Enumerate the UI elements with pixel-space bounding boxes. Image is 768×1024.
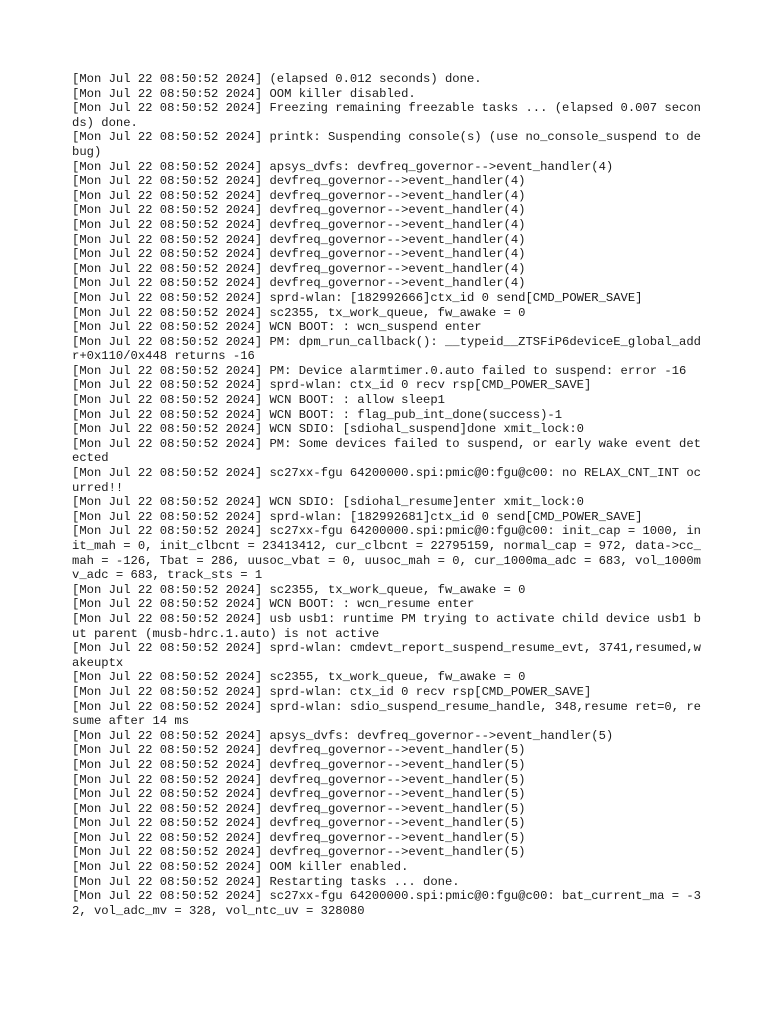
log-line: [Mon Jul 22 08:50:52 2024] Restarting tasks ... done.: [72, 874, 460, 889]
log-line: [Mon Jul 22 08:50:52 2024] printk: Suspending console(s) (use no_console_suspend to debug): [72, 130, 701, 159]
log-line: [Mon Jul 22 08:50:52 2024] PM: Device alarmtimer.0.auto failed to suspend: error -16: [72, 363, 687, 378]
log-line: [Mon Jul 22 08:50:52 2024] sc27xx-fgu 64200000.spi:pmic@0:fgu@c00: no RELAX_CNT_INT ocurred!!: [72, 466, 701, 495]
log-line: [Mon Jul 22 08:50:52 2024] devfreq_governor-->event_handler(5): [72, 816, 526, 831]
log-line: [Mon Jul 22 08:50:52 2024] devfreq_governor-->event_handler(5): [72, 772, 526, 787]
log-line: [Mon Jul 22 08:50:52 2024] sc27xx-fgu 64200000.spi:pmic@0:fgu@c00: bat_current_ma = -32, vol_adc_mv = 328, vol_ntc_uv = 328080: [72, 889, 701, 918]
log-line: [Mon Jul 22 08:50:52 2024] sc2355, tx_work_queue, fw_awake = 0: [72, 670, 526, 685]
log-line: [Mon Jul 22 08:50:52 2024] devfreq_governor-->event_handler(4): [72, 203, 526, 218]
log-line: [Mon Jul 22 08:50:52 2024] devfreq_governor-->event_handler(5): [72, 801, 526, 816]
log-line: [Mon Jul 22 08:50:52 2024] devfreq_governor-->event_handler(5): [72, 743, 526, 758]
log-line: [Mon Jul 22 08:50:52 2024] usb usb1: runtime PM trying to activate child device usb1 but parent (musb-hdrc.1.auto) is not active: [72, 611, 701, 641]
log-line: [Mon Jul 22 08:50:52 2024] WCN SDIO: [sdiohal_resume]enter xmit_lock:0: [72, 495, 584, 510]
log-line: [Mon Jul 22 08:50:52 2024] WCN BOOT: : flag_pub_int_done(success)-1: [72, 407, 563, 422]
log-line: [Mon Jul 22 08:50:52 2024] devfreq_governor-->event_handler(4): [72, 174, 526, 189]
log-line: [Mon Jul 22 08:50:52 2024] WCN BOOT: : wcn_resume enter: [72, 597, 475, 612]
log-line: [Mon Jul 22 08:50:52 2024] devfreq_governor-->event_handler(4): [72, 188, 526, 203]
log-line: [Mon Jul 22 08:50:52 2024] sprd-wlan: [182992666]ctx_id 0 send[CMD_POWER_SAVE]: [72, 290, 643, 305]
log-line: [Mon Jul 22 08:50:52 2024] (elapsed 0.012 seconds) done.: [72, 72, 482, 86]
log-line: [Mon Jul 22 08:50:52 2024] sc27xx-fgu 64200000.spi:pmic@0:fgu@c00: init_cap = 1000, init_mah = 0, init_clbcnt = 23413412, cur_clbcnt = 22795159, normal_cap = 972, data->cc_mah = -126, Tbat = 286, uusoc_vbat = 0, uusoc_mah = 0, cur_1000ma_adc = 683, vol_1000mv_adc = 683, track_sts = 1: [72, 524, 701, 583]
log-line: [Mon Jul 22 08:50:52 2024] devfreq_governor-->event_handler(4): [72, 232, 526, 247]
log-line: [Mon Jul 22 08:50:52 2024] sprd-wlan: ctx_id 0 recv rsp[CMD_POWER_SAVE]: [72, 378, 592, 393]
kernel-log: [72, 72, 702, 918]
log-line: [Mon Jul 22 08:50:52 2024] WCN SDIO: [sdiohal_suspend]done xmit_lock:0: [72, 422, 584, 437]
log-line: [Mon Jul 22 08:50:52 2024] devfreq_governor-->event_handler(5): [72, 787, 526, 802]
log-line: [Mon Jul 22 08:50:52 2024] OOM killer enabled.: [72, 860, 409, 875]
log-line: [Mon Jul 22 08:50:52 2024] OOM killer disabled.: [72, 86, 416, 101]
log-line: [Mon Jul 22 08:50:52 2024] devfreq_governor-->event_handler(4): [72, 247, 526, 262]
log-line: [Mon Jul 22 08:50:52 2024] WCN BOOT: : allow sleep1: [72, 393, 445, 408]
log-line: [Mon Jul 22 08:50:52 2024] sprd-wlan: ctx_id 0 recv rsp[CMD_POWER_SAVE]: [72, 684, 592, 699]
log-line: [Mon Jul 22 08:50:52 2024] devfreq_governor-->event_handler(5): [72, 757, 526, 772]
log-line: [Mon Jul 22 08:50:52 2024] PM: dpm_run_callback(): __typeid__ZTSFiP6deviceE_global_addr+0x110/0x448 returns -16: [72, 334, 701, 364]
log-line: [Mon Jul 22 08:50:52 2024] devfreq_governor-->event_handler(4): [72, 276, 526, 291]
log-line: [Mon Jul 22 08:50:52 2024] apsys_dvfs: devfreq_governor-->event_handler(5): [72, 728, 614, 743]
log-line: [Mon Jul 22 08:50:52 2024] Freezing remaining freezable tasks ... (elapsed 0.007 seconds) done.: [72, 101, 701, 130]
log-line: [Mon Jul 22 08:50:52 2024] sprd-wlan: [182992681]ctx_id 0 send[CMD_POWER_SAVE]: [72, 509, 643, 524]
log-line: [Mon Jul 22 08:50:52 2024] devfreq_governor-->event_handler(4): [72, 217, 526, 232]
log-line: [Mon Jul 22 08:50:52 2024] devfreq_governor-->event_handler(5): [72, 830, 526, 845]
log-line: [Mon Jul 22 08:50:52 2024] apsys_dvfs: devfreq_governor-->event_handler(4): [72, 159, 614, 174]
log-line: [Mon Jul 22 08:50:52 2024] WCN BOOT: : wcn_suspend enter: [72, 320, 482, 335]
log-line: [Mon Jul 22 08:50:52 2024] PM: Some devices failed to suspend, or early wake event detected: [72, 436, 701, 466]
log-line: [Mon Jul 22 08:50:52 2024] devfreq_governor-->event_handler(5): [72, 845, 526, 860]
log-line: [Mon Jul 22 08:50:52 2024] sprd-wlan: cmdevt_report_suspend_resume_evt, 3741,resumed,wakeuptx: [72, 641, 701, 670]
log-line: [Mon Jul 22 08:50:52 2024] devfreq_governor-->event_handler(4): [72, 261, 526, 276]
log-line: [Mon Jul 22 08:50:52 2024] sc2355, tx_work_queue, fw_awake = 0: [72, 582, 526, 597]
log-line: [Mon Jul 22 08:50:52 2024] sprd-wlan: sdio_suspend_resume_handle, 348,resume ret=0, resume after 14 ms: [72, 699, 701, 729]
log-line: [Mon Jul 22 08:50:52 2024] sc2355, tx_work_queue, fw_awake = 0: [72, 305, 526, 320]
